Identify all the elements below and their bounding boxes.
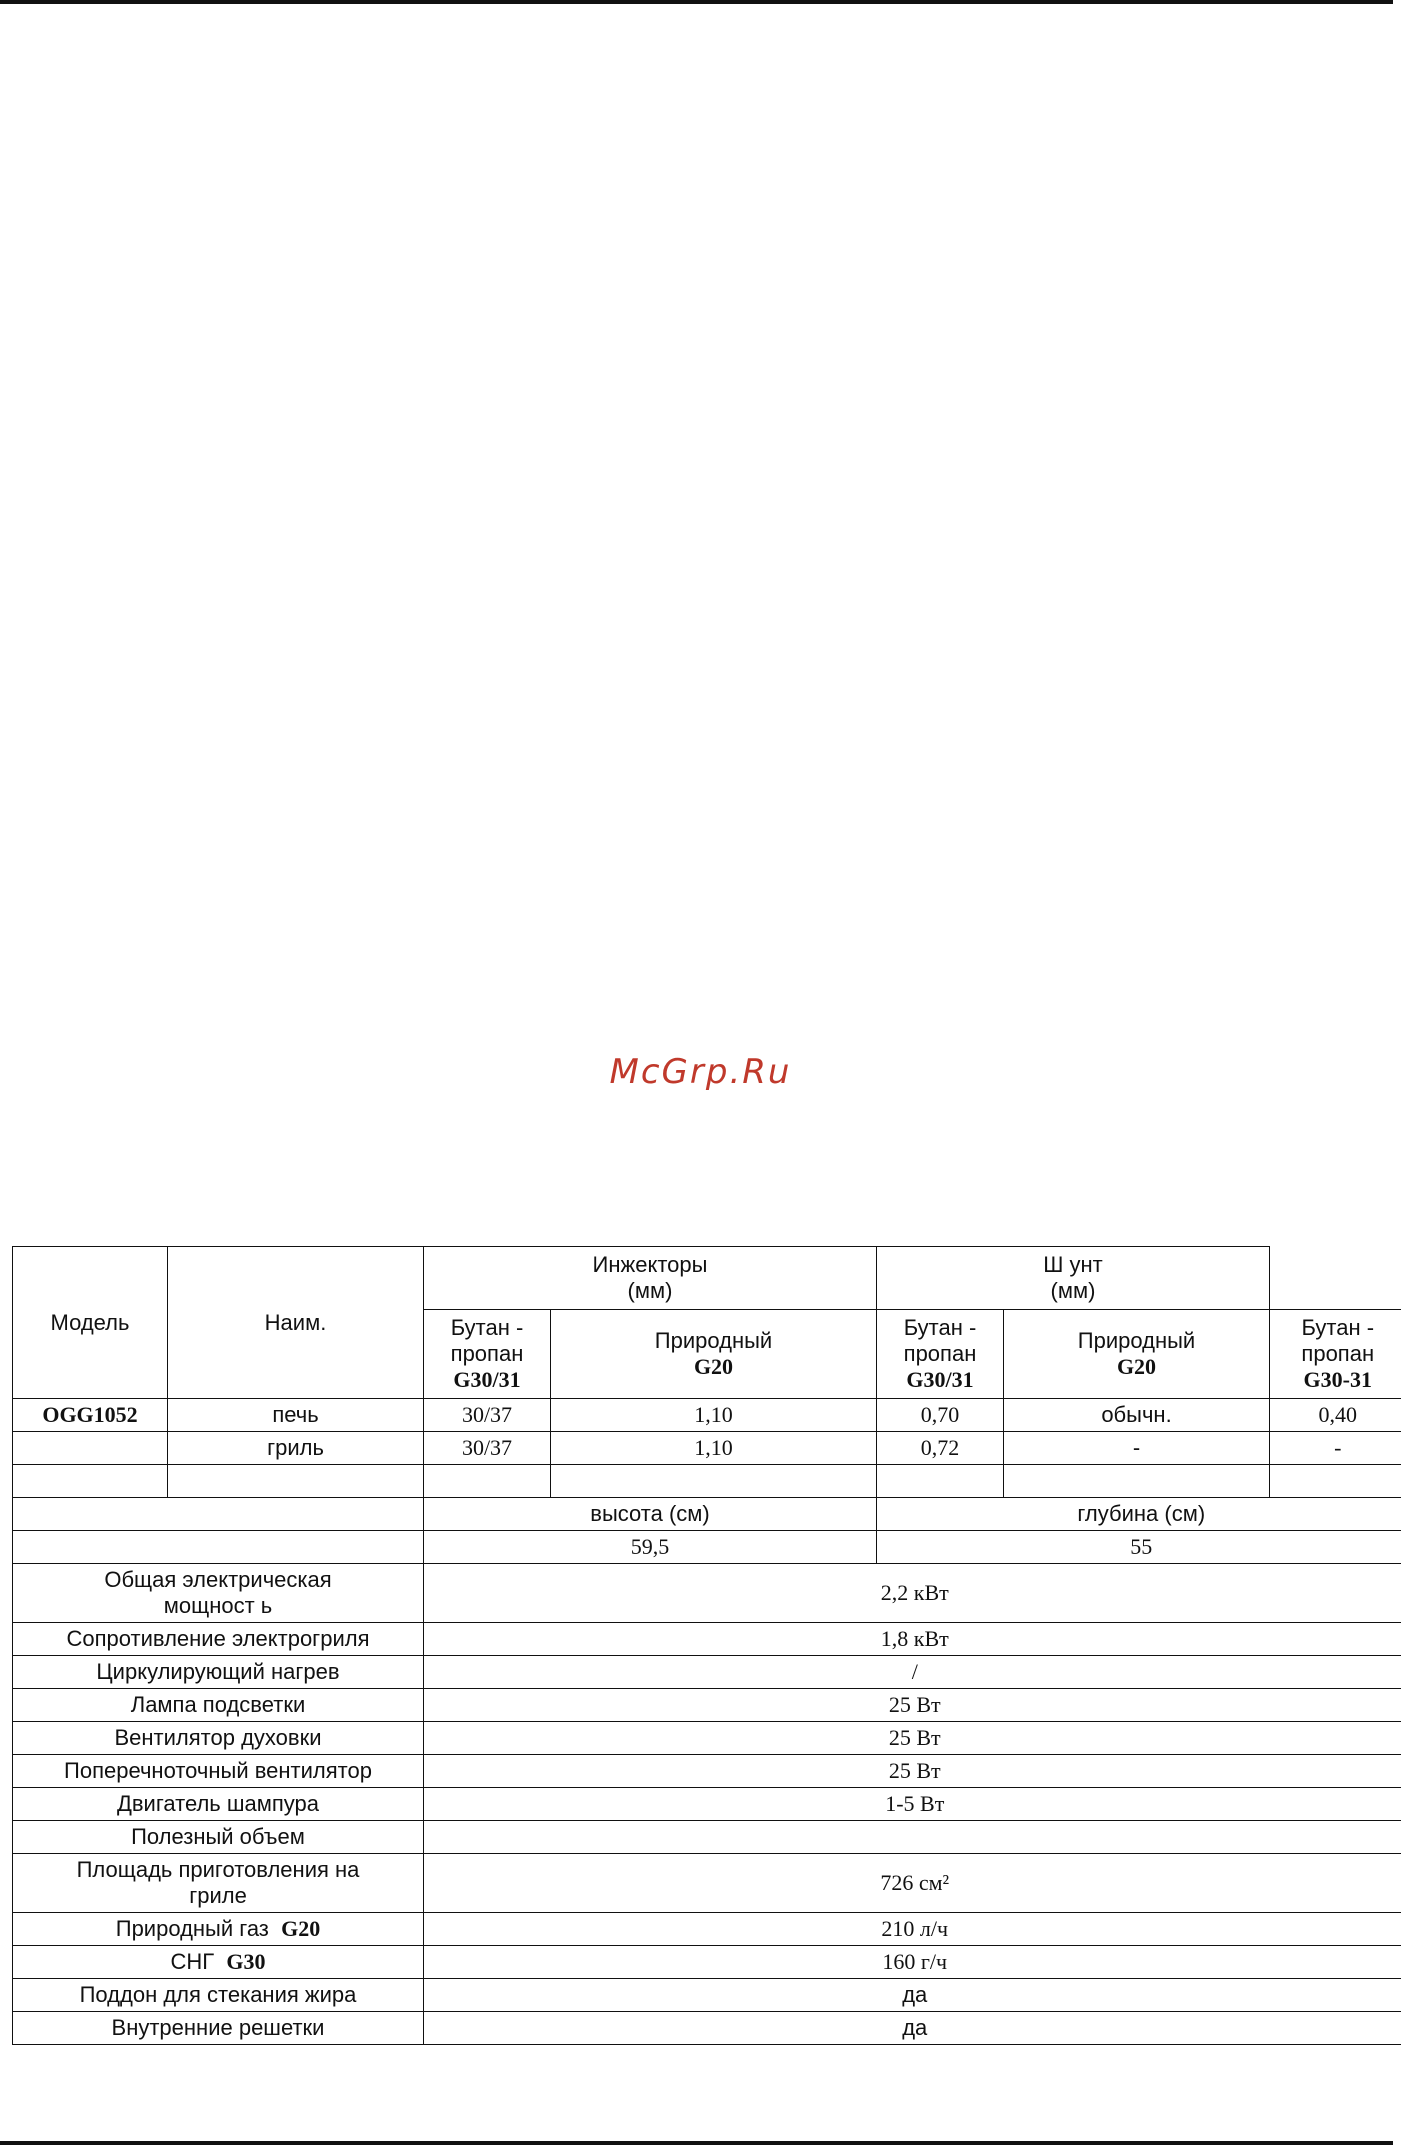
row-inj-natural: 1,10	[551, 1399, 877, 1432]
row-shunt-butane: 0,72	[877, 1432, 1004, 1465]
spec-row	[13, 2012, 1401, 2045]
header-extra-butane	[1270, 1310, 1401, 1399]
natural-line1: Природный	[654, 1328, 773, 1353]
row-shunt-natural: -	[1004, 1432, 1270, 1465]
top-rule	[0, 0, 1393, 4]
spec-label-line2: мощност ь	[163, 1593, 273, 1618]
spec-row	[13, 1946, 1401, 1979]
spec-label: Циркулирующий нагрев	[13, 1656, 424, 1689]
spec-label-code: G30	[226, 1949, 266, 1974]
spec-value: 210 л/ч	[424, 1913, 1401, 1946]
spec-label: Сопротивление электрогриля	[13, 1623, 424, 1656]
header-inj-natural	[551, 1310, 877, 1399]
spec-row	[13, 1623, 1401, 1656]
header-injectors-unit: (мм)	[627, 1278, 673, 1303]
table-row	[13, 1399, 1401, 1432]
bottom-rule	[0, 2141, 1393, 2145]
spec-label-text: СНГ	[170, 1949, 215, 1974]
spec-value: 160 г/ч	[424, 1946, 1401, 1979]
spec-table	[12, 1246, 1401, 2045]
row-inj-butane: 30/37	[424, 1432, 551, 1465]
row-inj-butane: 30/37	[424, 1399, 551, 1432]
empty-cell	[13, 1465, 168, 1498]
spec-row	[13, 1854, 1401, 1913]
row-extra: 0,40	[1270, 1399, 1401, 1432]
header-shunt-butane	[877, 1310, 1004, 1399]
butane-line1: Бутан -	[903, 1315, 977, 1340]
spec-label: Вентилятор духовки	[13, 1722, 424, 1755]
row-model: OGG1052	[13, 1399, 168, 1432]
butane-line1: Бутан -	[1301, 1315, 1375, 1340]
depth-value: 55	[877, 1531, 1401, 1564]
spec-row	[13, 1656, 1401, 1689]
spec-label-line1: Площадь приготовления на	[76, 1857, 360, 1882]
spec-label: Поддон для стекания жира	[13, 1979, 424, 2012]
empty-cell	[168, 1465, 424, 1498]
spec-value: /	[424, 1656, 1401, 1689]
spec-label: Внутренние решетки	[13, 2012, 424, 2045]
butane-line2: пропан	[1301, 1341, 1375, 1366]
spec-value: 2,2 кВт	[424, 1564, 1401, 1623]
watermark: McGrp.Ru	[609, 1052, 792, 1092]
spec-row	[13, 1913, 1401, 1946]
spec-label-line2: гриле	[189, 1883, 247, 1908]
spec-value: 25 Вт	[424, 1755, 1401, 1788]
spec-label-line1: Общая электрическая	[104, 1567, 332, 1592]
spec-row	[13, 1689, 1401, 1722]
empty-cell	[1004, 1465, 1270, 1498]
spec-label-code: G20	[281, 1916, 321, 1941]
empty-cell	[1270, 1465, 1401, 1498]
row-name: печь	[168, 1399, 424, 1432]
header-injectors	[424, 1247, 877, 1310]
spec-row	[13, 1564, 1401, 1623]
spec-value: 25 Вт	[424, 1722, 1401, 1755]
spec-value: да	[424, 1979, 1401, 2012]
header-empty	[1270, 1247, 1401, 1310]
spec-row	[13, 1821, 1401, 1854]
header-shunt-natural	[1004, 1310, 1270, 1399]
header-model: Модель	[13, 1247, 168, 1399]
header-row-1	[13, 1247, 1401, 1310]
spec-value: 1-5 Вт	[424, 1788, 1401, 1821]
butane-code: G30/31	[453, 1367, 521, 1392]
empty-cell	[877, 1465, 1004, 1498]
height-label: высота (см)	[424, 1498, 877, 1531]
spec-row	[13, 1755, 1401, 1788]
spec-label: Двигатель шампура	[13, 1788, 424, 1821]
header-shunt-label: Ш унт	[1043, 1252, 1103, 1277]
spec-label-text: Природный газ	[115, 1916, 269, 1941]
spec-label	[13, 1913, 424, 1946]
spec-label	[13, 1564, 424, 1623]
butane-line2: пропан	[450, 1341, 524, 1366]
spec-label: Полезный объем	[13, 1821, 424, 1854]
table-row	[13, 1432, 1401, 1465]
spec-value: да	[424, 2012, 1401, 2045]
row-inj-natural: 1,10	[551, 1432, 877, 1465]
spec-value: 1,8 кВт	[424, 1623, 1401, 1656]
header-name: Наим.	[168, 1247, 424, 1399]
empty-cell	[424, 1465, 551, 1498]
spec-row	[13, 1788, 1401, 1821]
spec-row	[13, 1722, 1401, 1755]
height-value: 59,5	[424, 1531, 877, 1564]
butane-line1: Бутан -	[450, 1315, 524, 1340]
header-shunt-unit: (мм)	[1050, 1278, 1096, 1303]
natural-line1: Природный	[1077, 1328, 1196, 1353]
empty-cell	[551, 1465, 877, 1498]
butane-code: G30/31	[906, 1367, 974, 1392]
row-model	[13, 1432, 168, 1465]
natural-code: G20	[693, 1354, 734, 1379]
butane-line2: пропан	[903, 1341, 977, 1366]
header-shunt	[877, 1247, 1270, 1310]
spec-label: Лампа подсветки	[13, 1689, 424, 1722]
dimensions-blank	[13, 1531, 424, 1564]
dimensions-value-row	[13, 1531, 1401, 1564]
spec-value: 25 Вт	[424, 1689, 1401, 1722]
row-shunt-natural: обычн.	[1004, 1399, 1270, 1432]
natural-code: G20	[1116, 1354, 1157, 1379]
spec-label	[13, 1854, 424, 1913]
row-name: гриль	[168, 1432, 424, 1465]
spec-row	[13, 1979, 1401, 2012]
dimensions-blank	[13, 1498, 424, 1531]
header-inj-butane	[424, 1310, 551, 1399]
dimensions-label-row	[13, 1498, 1401, 1531]
depth-label: глубина (см)	[877, 1498, 1401, 1531]
butane3-code: G30-31	[1303, 1367, 1372, 1392]
row-shunt-butane: 0,70	[877, 1399, 1004, 1432]
spec-label: Поперечноточный вентилятор	[13, 1755, 424, 1788]
row-extra: -	[1270, 1432, 1401, 1465]
spec-label	[13, 1946, 424, 1979]
table-row-empty	[13, 1465, 1401, 1498]
spec-value	[424, 1821, 1401, 1854]
header-injectors-label: Инжекторы	[592, 1252, 708, 1277]
spec-value: 726 см²	[424, 1854, 1401, 1913]
